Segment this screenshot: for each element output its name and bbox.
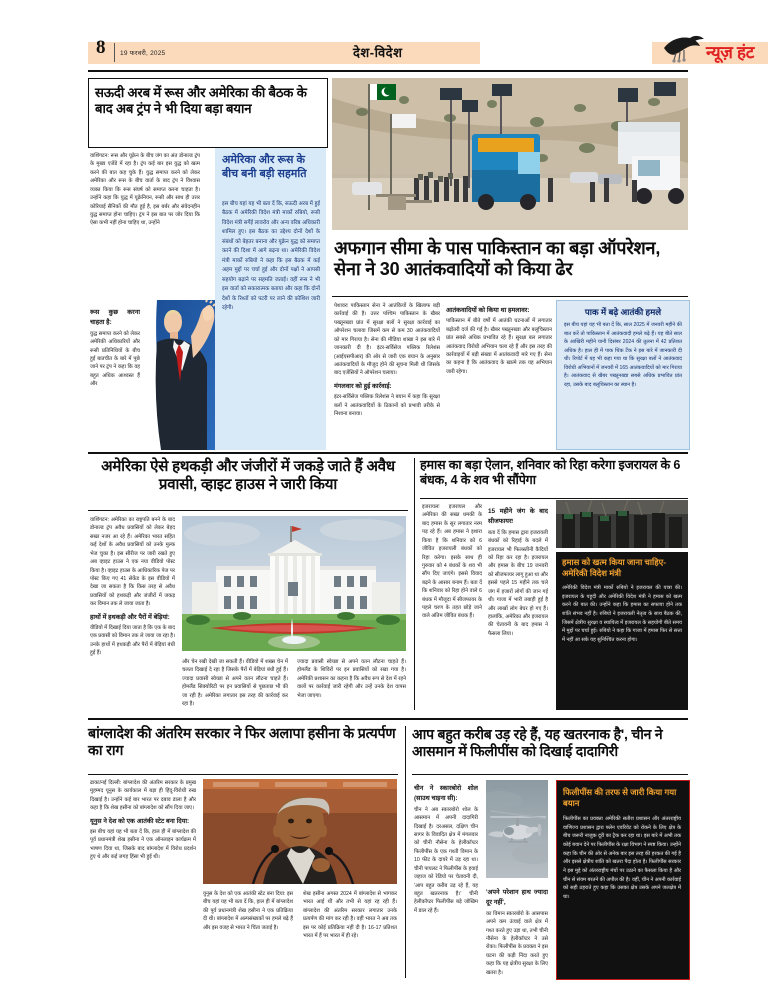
newspaper-logo	[660, 34, 768, 68]
philippines-subhead-1: चीन ने स्कारबोरो शोल (साउथ चाइना सी):	[414, 785, 478, 803]
whitehouse-column-1-text: वाशिंगटन: अमेरिका का राष्ट्रपति बनने के बाद डोनाल्ड ट्रंप अवैध प्रवासियों को लेकर बेहद सख्त नजर आ रहे हैं। अमेरिका भारत सहित कई देशों के अवैध प्रवासियों को उनके मुल्क भेज चुका है। इस सीरीज पर जारी रखते हुए अब व्हाइट हाउस ने एक नया वीडियो पोस्ट किया है। व्हाइट हाउस के आधिकारिक पेज पर पोस्ट किए गए 41 सेकेंड के इस वीडियो में देखा जा सकता है कि किस तरह से अवैध प्रवासियों को हथकड़ी और जंजीरों में जकड़ कर विमान तक ले जाया जाता है।	[90, 517, 175, 608]
whitehouse-headline: अमेरिका ऐसे हथकड़ी और जंजीरों में जकड़े जाते हैं अवैध प्रवासी, व्हाइट हाउस ने जारी किया	[101, 458, 395, 493]
agreement-box	[215, 148, 326, 450]
afghan-column-1	[334, 302, 440, 442]
section-rule-1	[88, 452, 688, 454]
saudi-headline: सऊदी अरब में रूस और अमेरिका की बैठक के बाद अब ट्रंप ने भी दिया बड़ा बयान	[95, 85, 307, 116]
whitehouse-column-1-tail: वीडियो में दिखाई दिया जाता है कि एक के बाद एक प्रवासी को विमान तक ले जाया जा रहा है। उनके हाथों में हथकड़ी और पैरों में बेड़ियां बंधी हुई हैं।	[90, 625, 175, 657]
philippines-column-1	[414, 780, 478, 978]
hamas-column-2	[488, 503, 548, 711]
logo-text	[706, 40, 754, 63]
hamas-statement-headline: हमास को खत्म किया जाना चाहिए- अमेरिकी विदेश मंत्री	[562, 557, 667, 578]
section-rule-2	[88, 718, 688, 720]
saudi-headline-box	[88, 78, 328, 148]
vertical-separator-2	[405, 726, 406, 978]
vertical-separator-1	[414, 458, 415, 710]
afghan-column-1-tail: इंटर-सर्विसेज पब्लिक रिलेशंस ने बयान में कहा कि सुरक्षा बलों ने आतंकवादियों के ठिकानों को प्रभावी तरीके से निशाना बनाया।	[334, 394, 440, 418]
whitehouse-column-1	[90, 516, 175, 712]
bangladesh-column-1	[90, 779, 196, 979]
hamas-statement-text: अमेरिकी विदेश मंत्री मार्को रुबियो ने इजरायल की यात्रा की। इजरायल के यहूदी और अमेरिकी विदेश मंत्री ने हमास को खत्म करने की बात की। उन्होंने कहा कि हमास का सफाया होने तक शांति संभव नहीं है। रुबियो ने इजरायली नेतृत्व के साथ बैठक की, जिसमें क्षेत्रीय सुरक्षा व स्थायित्व में इजरायल के सहयोगी बीते समय में मुद्दों पर चर्चा हुई। रुबियो ने कहा कि गाजा में हमास फिर से सत्ता में नहीं आ सके यह सुनिश्चित करना होगा।	[562, 585, 682, 643]
page-number: 8	[96, 37, 106, 58]
helicopter-photo	[486, 780, 548, 878]
philippines-statement-box	[556, 780, 690, 980]
agreement-box-headline: अमेरिका और रूस के बीच बनी बड़ी सहमति	[222, 154, 307, 180]
whitehouse-rule	[88, 510, 408, 511]
masthead-rule	[88, 70, 688, 72]
philippines-rule	[412, 774, 688, 775]
philippines-column-2-text: का विमान स्कारबोरो के आसपास अपने कम ऊंचाई वाले क्षेत्र में गश्त करते हुए उड़ा था, तभी चीनी नौसेना के हेलीकॉप्टर ने उसे रोका। फिलीपींस के प्रवक्ता ने इस घटना की कड़ी निंदा करते हुए कहा कि यह क्षेत्रीय सुरक्षा के लिए खतरा है।	[486, 910, 548, 976]
bangladesh-headline: बांग्लादेश की अंतरिम सरकार ने फिर अलापा हसीना के प्रत्यर्पण का राग	[88, 726, 396, 759]
trump-photo	[143, 300, 226, 450]
yunus-photo	[203, 779, 397, 884]
philippines-statement-headline: फिलीपींस की तरफ से जारी किया गया बयान	[563, 787, 677, 808]
hamas-subhead: 15 महीने जंग के बाद सीजफायरः	[488, 508, 548, 526]
logo-word-2: हंट	[737, 43, 755, 62]
hawk-bird-icon	[660, 34, 706, 64]
afghan-subhead-2: आतंकवादियों को किया था हमलावर:	[446, 307, 530, 314]
saudi-column-2	[90, 304, 140, 450]
saudi-subhead: रूस कुछ करना चाहता है:	[90, 309, 140, 327]
philippines-column-1-text: चीन ने अब स्कारबोरो शोल के आसमान में अपनी दादागिरी दिखाई है। दरअसल, दक्षिण चीन सागर के विवादित क्षेत्र में मंगलवार को चीनी नौसेना के हेलीकॉप्टर फिलीपींस के एक गश्ती विमान के 10 फीट के दायरे में उड़ रहा था। चीनी पायलट ने फिलीपींस के हवाई जहाज को रेडियो पर चेतावनी दी, 'आप बहुत करीब उड़ रहे हैं, यह बहुत खतरनाक है।' चीनी हेलीकॉप्टर फिलीपींस बड़े जोखिम में डाल रहे हैं।	[414, 806, 478, 914]
afghan-column-2	[446, 302, 552, 442]
agreement-box-text: इस बीच यहां यह भी बता दें कि, सऊदी अरब में हुई बैठक में अमेरिकी विदेश मंत्री मार्को रुबियो, रूसी विदेश मंत्री सर्गेई लावरोव और अन्य वरिष्ठ अधिकारी शामिल हुए। इस बैठक का उद्देश्य दोनों देशों के संबंधों को बेहतर बनाना और यूक्रेन युद्ध को समाप्त करने की दिशा में आगे बढ़ना था। अमेरिकी विदेश मंत्री मार्को रुबियो ने कहा कि इस बैठक में कई अहम मुद्दों पर चर्चा हुई और दोनों पक्षों ने आपसी सहयोग बढ़ाने पर सहमति जताई। वहीं रूस ने भी इस वार्ता को सकारात्मक बताया और कहा कि दोनों देशों के रिश्तों को पटरी पर लाने की कोशिश जारी रहेगी।	[222, 201, 320, 311]
hamas-column-2-text: बता दें कि हमास द्वारा इजरायली बंधकों को रिहाई के बदले में इजरायल भी फिलस्तीनी कैदियों को रिहा कर रहा है। इजरायल और हमास के बीच 19 जनवरी को सीजफायर लागू हुआ था और इससे पहले 15 महीने तक चले जंग में हजारों लोगों की जान गई थी। गाजा में भारी तबाही हुई है और लाखों लोग बेघर हो गए हैं। हालांकि, अमेरिका और इजरायल की चेतावनी के बाद हमास ने फैसला लिया।	[488, 529, 548, 637]
pak-attacks-box	[556, 300, 690, 450]
hamas-statement-box	[556, 552, 688, 710]
saudi-column-2-text: युद्ध समाप्त करने को लेकर अमेरिकी अधिकारियों और रूसी प्रतिनिधियों के बीच हुई बातचीत के बारे में पूछे जाने पर ट्रंप ने कहा कि वह बहुत अधिक आश्वस्त हैं और	[90, 330, 140, 388]
bangladesh-rule	[88, 774, 398, 775]
hamas-headline: हमास का बड़ा ऐलान, शनिवार को रिहा करेगा इजरायल के 6 बंधक, 4 के शव भी सौंपेगा	[420, 458, 681, 487]
section-title: देश-विदेश	[353, 45, 403, 60]
bangladesh-column-3: शेख हसीना अगस्त 2024 में बांग्लादेश से भागकर भारत आई थीं और तभी से यहां रह रही हैं। बांग्लादेश की अंतरिम सरकार लगातार उनके प्रत्यर्पण की मांग कर रही है। वहीं भारत ने अब तक इस पर कोई प्रतिक्रिया नहीं दी है। 16-17 प्रतिशत भारत में हैं पर भारत में ही रहे।	[303, 891, 397, 940]
philippines-statement-text: फिलीपींस का प्रवक्ता अमेरिकी सतीश प्रशासन और अंतरराष्ट्रीय वाणिज्य प्रशासन द्वारा फ्लेन एवरिवेट को रोकने के लिए क्षेत्र के बीच जरूरी नाजुक दूरी का ट्रैक कर रहा था। इस बारे में अभी तक कोई बयान देने पर फिलीपींस के रक्षा विभाग ने स्पष्ट किया। उन्होंने कहा कि चीन की ओर से अनेक बार इस तरह की हरकत की गई है और इससे क्षेत्रीय शांति को खतरा पैदा होता है। फिलीपींस सरकार ने इस मुद्दे को अंतरराष्ट्रीय मंचों पर उठाने का फैसला किया है और चीन से संयम बरतने की अपील की है। वहीं, चीन ने अपनी कार्रवाई को सही ठहराते हुए कहा कि उसका क्षेत्र उसके अपने जलक्षेत्र में था।	[563, 816, 682, 900]
whitehouse-subhead: हाथों में हथकड़ी और पैरों में बेड़ियां:	[90, 613, 170, 621]
masthead	[88, 37, 755, 66]
afghan-headline: अफगान सीमा के पास पाकिस्तान का बड़ा ऑपरेशन, सेना ने 30 आतंकवादियों को किया ढेर	[334, 238, 661, 280]
bangladesh-column-1-text: ढाका/नई दिल्ली: बांग्लादेश की अंतरिम सरकार के प्रमुख मुहम्मद यूनुस के कार्यकाल में बड़ा ही हिंदू-विरोधी रुख दिखाई है। उन्होंने कई बार भारत पर दबाव डाला है और कहा है कि शेख हसीना को बांग्लादेश को सौंप दिया जाए।	[90, 780, 196, 812]
bangladesh-column-2: युनूस के देश को एक आतंकी स्टेट बना दिया: इस बीच यहां यह भी बता दें कि, हाल ही में बांग्लादेश की पूर्व प्रधानमंत्री शेख हसीना ने एक प्रतिक्रिया दी थी। बांग्लादेश में अल्पसंख्यकों पर हमले बढ़े हैं और इस वजह से भारत ने चिंता जताई है।	[203, 891, 293, 931]
hamas-column-1: इजरायलः इजरायल और अमेरिका की सख्त धमकी के बाद हमास के सुर लगातार नरम पड़ रहे हैं। अब हमास ने इशारा किया है कि शनिवार को 6 जीवित इजरायली बंधकों को रिहा करेगा। इसके साथ ही गुरुवार को 4 बंधकों के शव भी सौंप दिए जाएंगे। इससे विवाद बढ़ने के आसार बनाम हैं। बता दें कि शनिवार को रिहा होने वाले 6 बंधक में मौजूदा में सीजफायर के पहले चरण के तहत छोड़े जाने वाले अंतिम जीवित बंधक हैं।	[422, 504, 482, 620]
bangladesh-column-1-tail: इस बीच यहां यह भी बता दें कि, हाल ही में बांग्लादेश की पूर्व प्रधानमंत्री शेख हसीना ने एक ऑनलाइन कार्यक्रम में भाषण दिया था, जिसके बाद बांग्लादेश में विरोध प्रदर्शन हुए थे और कई जगह हिंसा भी हुई थी।	[90, 829, 196, 861]
bangladesh-subhead: यूनुस ने देश को एक आतंकी स्टेट बना दिया:	[90, 817, 190, 825]
philippines-headline: आप बहुत करीब उड़ रहे हैं, यह खतरनाक है', चीन ने आसमान में फिलीपींस को दिखाई दादागिरी	[412, 726, 663, 759]
pak-attacks-text: इस बीच यहां यह भी बता दें कि, साल 2025 में जनवरी महीने की बात करें तो पाकिस्तान में आतंकवादी हमले बढ़े हैं। यह बीते साल के आखिरी महीने यानी दिसंबर 2024 की तुलना में 42 प्रतिशत अधिक है। हाल ही में पाक थिंक टैंक ने इस बारे में जानकारी दी थी। रिपोर्ट में यह भी कहा गया था कि सुरक्षा बलों ने आतंकवाद विरोधी अभियानों में जनवरी में 165 आतंकवादियों को मार गिराया है। आतंकवाद से खैबर पख्तूनख्वा सबसे अधिक प्रभावित प्रांत रहा, उसके बाद बलूचिस्तान का स्थान है।	[564, 322, 682, 388]
afghan-border-photo	[332, 78, 688, 230]
afghan-column-1-text: पेशावरः पाकिस्तान सेना ने आतंकियों के खिलाफ बड़ी कार्रवाई की है। उत्तर पश्चिम पाकिस्तान के खैबर पख्तूनख्वा प्रांत में सुरक्षा बलों ने सुरक्षा कार्रवाई का ऑपरेशन चलाया जिसमें कम से कम 30 आतंकवादियों को मार गिराया है। सेना की मीडिया शाखा ने इस बारे में जानकारी दी है। इंटर-सर्विसेज पब्लिक रिलेशंस (आईएसपीआर) की ओर से जारी एक बयान के अनुसार आतंकवादियों के मौजूद होने की सूचना मिली थी जिसके बाद एजेंसियों ने ऑपरेशन चलाया।	[334, 303, 440, 377]
hamas-fighters-photo	[556, 500, 688, 548]
white-house-photo	[182, 516, 406, 651]
afghan-column-2-text: पाकिस्तान में बीते वर्षों में आतंकी घटनाओं में लगातार बढ़ोतरी दर्ज की गई है। खैबर पख्तूनख्वा और बलूचिस्तान प्रांत सबसे अधिक प्रभावित रहे हैं। सुरक्षा बल लगातार आतंकवाद विरोधी अभियान चला रहे हैं और इस तरह की कार्रवाइयों में बड़ी संख्या में आतंकवादी मारे गए हैं। सेना का कहना है कि आतंकवाद के खात्मे तक यह अभियान जारी रहेगा।	[446, 318, 552, 375]
saudi-column-1: वाशिंगटन: रूस और यूक्रेन के बीच जंग का अंत डोनाल्ड ट्रंप के मुख्य एजेंडे में रहा है। ट्रंप कई बार इस युद्ध को खत्म करने की बात कह चुके हैं। युद्ध समाप्त करने को लेकर अमेरिका और रूस के बीच वार्ता के बाद ट्रंप ने विश्वास व्यक्त किया कि रूस संघर्ष को समाप्त करना चाहता है। उन्होंने कहा कि युद्ध में यूक्रेनियन, रूसी और साथ ही उत्तर कोरियाई सैनिकों की मौत हुई है, इस बर्बर और संवेदनहीन युद्ध समाप्त होना चाहिए। ट्रंप ने इस बात पर जोर दिया कि ऐसा कभी नहीं होना चाहिए था, उन्होंने	[90, 153, 200, 227]
whitehouse-column-2: और चेन रखी देखी जा सकती हैं। वीडियो में शख्स चेन में चलता दिखाई दे रहा है जिसके पैरों में बेड़ियां बंधी हुई हैं। ज्यादा प्रवासी स्वेच्छा से अपने वतन लौटना चाहते हैं। होमलैंड सिक्योरिटी पर इन प्रवासियों से पूछताछ भी की जा रही है। अमेरिका लगातार इस तरह की कार्रवाई कर रहा है।	[182, 659, 288, 708]
hamas-rule	[420, 498, 688, 499]
afghan-subhead-1: मंगलवार को हुई कार्रवाई:	[334, 382, 392, 390]
logo-word-1: न्यूज़	[706, 43, 733, 62]
philippines-column-2	[486, 884, 548, 978]
masthead-divider	[114, 43, 115, 62]
pak-attacks-headline: पाक में बढ़े आतंकी हमले	[584, 307, 662, 317]
philippines-subhead-2: 'अपने परेशान हाथ ज्यादा दूर नहीं',	[486, 889, 548, 907]
publication-date: 19 फरवरी, 2025	[120, 50, 166, 57]
whitehouse-column-3: ज्यादा प्रवासी स्वेच्छा से अपने वतन लौटना चाहते हैं। होमलैंड के शिविरों पर इन प्रवासियों को रखा गया है। अमेरिकी प्रशासन का कहना है कि अवैध रूप से देश में रहने वालों पर कार्रवाई जारी रहेगी और उन्हें उनके देश वापस भेजा जाएगा।	[297, 659, 406, 699]
afghan-rule	[332, 296, 688, 297]
